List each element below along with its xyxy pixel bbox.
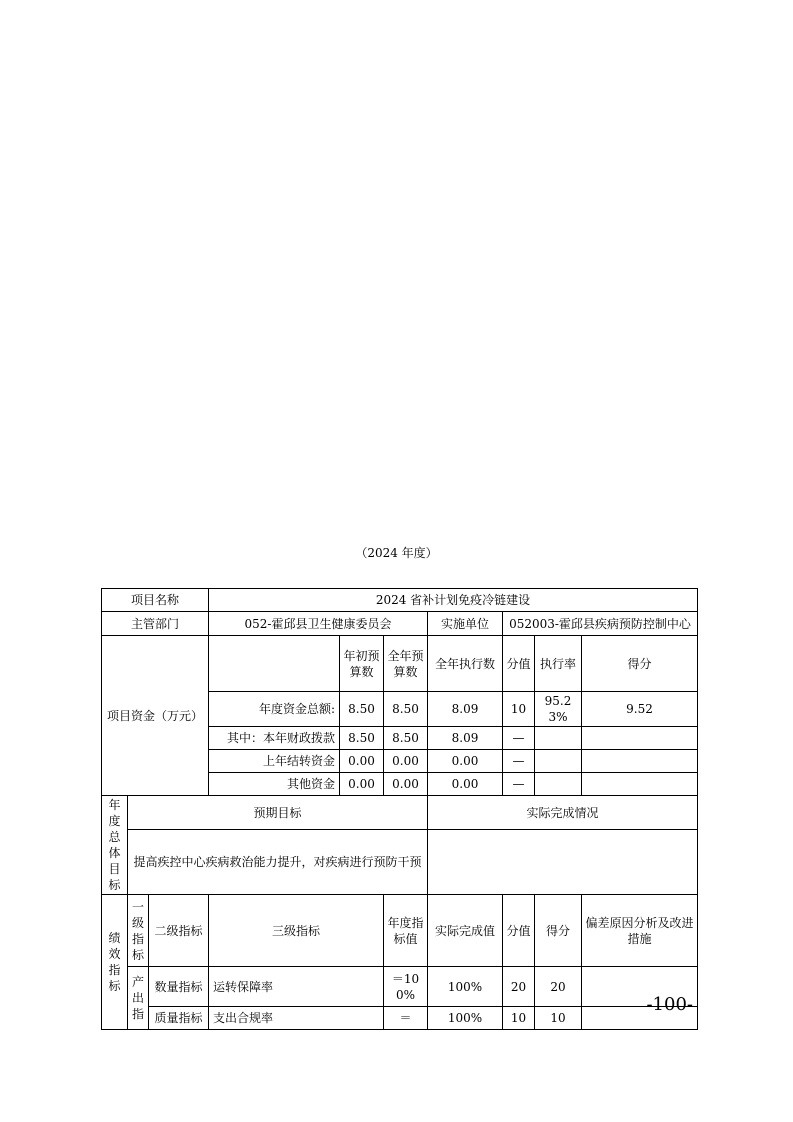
expected-goal-text: 提高疾控中心疾病救治能力提升，对疾病进行预防干预 bbox=[128, 830, 428, 895]
indicator-header-target: 年度指标值 bbox=[384, 895, 428, 967]
indicator-level2: 数量指标 bbox=[149, 967, 209, 1007]
funds-row-initial: 0.00 bbox=[340, 773, 384, 796]
dept-label: 主管部门 bbox=[102, 612, 209, 636]
funds-row-executed: 0.00 bbox=[428, 750, 503, 773]
funds-row-name: 其他资金 bbox=[209, 773, 340, 796]
funds-row-score bbox=[582, 750, 698, 773]
indicator-score-value: 20 bbox=[503, 967, 535, 1007]
indicators-label: 绩效指标 bbox=[102, 895, 128, 1030]
funds-row-score-value: — bbox=[503, 773, 535, 796]
indicator-target: ＝100% bbox=[384, 967, 428, 1007]
indicator-score: 10 bbox=[535, 1007, 582, 1030]
funds-row-executed: 8.09 bbox=[428, 727, 503, 750]
funds-row-initial: 8.50 bbox=[340, 692, 384, 727]
indicator-level2: 质量指标 bbox=[149, 1007, 209, 1030]
indicator-score: 20 bbox=[535, 967, 582, 1007]
funds-header-score-value: 分值 bbox=[503, 636, 535, 692]
funds-header-blank bbox=[209, 636, 340, 692]
funds-row-initial: 0.00 bbox=[340, 750, 384, 773]
funds-row-name: 上年结转资金 bbox=[209, 750, 340, 773]
indicator-level1-output: 产出指 bbox=[128, 967, 149, 1030]
funds-row-initial: 8.50 bbox=[340, 727, 384, 750]
funds-row-executed: 8.09 bbox=[428, 692, 503, 727]
funds-row-name: 年度资金总额: bbox=[209, 692, 340, 727]
indicator-header-level3: 三级指标 bbox=[209, 895, 384, 967]
funds-row-score-value: — bbox=[503, 727, 535, 750]
indicator-level3: 支出合规率 bbox=[209, 1007, 384, 1030]
funds-row-annual: 0.00 bbox=[384, 750, 428, 773]
indicator-header-level2: 二级指标 bbox=[149, 895, 209, 967]
funds-row-annual: 8.50 bbox=[384, 692, 428, 727]
indicator-header-level1: 一级指标 bbox=[128, 895, 149, 967]
funds-row-rate bbox=[535, 727, 582, 750]
funds-header-score: 得分 bbox=[582, 636, 698, 692]
indicator-actual: 100% bbox=[428, 1007, 503, 1030]
funds-row-name: 其中：本年财政拨款 bbox=[209, 727, 340, 750]
funds-row-annual: 0.00 bbox=[384, 773, 428, 796]
actual-completion-text bbox=[428, 830, 698, 895]
annual-goal-label: 年度总体目标 bbox=[102, 796, 128, 895]
funds-header-annual: 全年预算数 bbox=[384, 636, 428, 692]
indicator-header-score-value: 分值 bbox=[503, 895, 535, 967]
actual-completion-header: 实际完成情况 bbox=[428, 796, 698, 830]
funds-row-score bbox=[582, 773, 698, 796]
expected-goal-header: 预期目标 bbox=[128, 796, 428, 830]
funds-row-score-value: — bbox=[503, 750, 535, 773]
page-number: -100- bbox=[646, 994, 693, 1015]
funds-row-score-value: 10 bbox=[503, 692, 535, 727]
funds-row-rate bbox=[535, 750, 582, 773]
indicator-header-score: 得分 bbox=[535, 895, 582, 967]
project-name-label: 项目名称 bbox=[102, 589, 209, 612]
funds-label: 项目资金（万元） bbox=[102, 636, 209, 796]
indicator-header-deviation: 偏差原因分析及改进措施 bbox=[582, 895, 698, 967]
performance-evaluation-table bbox=[101, 588, 698, 1030]
funds-header-executed: 全年执行数 bbox=[428, 636, 503, 692]
funds-row-rate: 95.23% bbox=[535, 692, 582, 727]
year-label: （2024 年度） bbox=[355, 546, 438, 560]
indicator-actual: 100% bbox=[428, 967, 503, 1007]
funds-row-executed: 0.00 bbox=[428, 773, 503, 796]
funds-header-initial: 年初预算数 bbox=[340, 636, 384, 692]
dept-value: 052-霍邱县卫生健康委员会 bbox=[209, 612, 428, 636]
funds-header-rate: 执行率 bbox=[535, 636, 582, 692]
unit-value: 052003-霍邱县疾病预防控制中心 bbox=[503, 612, 698, 636]
funds-row-rate bbox=[535, 773, 582, 796]
unit-label: 实施单位 bbox=[428, 612, 503, 636]
indicator-score-value: 10 bbox=[503, 1007, 535, 1030]
funds-row-score bbox=[582, 727, 698, 750]
indicator-target: ＝ bbox=[384, 1007, 428, 1030]
indicator-level3: 运转保障率 bbox=[209, 967, 384, 1007]
funds-row-annual: 8.50 bbox=[384, 727, 428, 750]
project-name-value: 2024 省补计划免疫冷链建设 bbox=[209, 589, 698, 612]
funds-row-score: 9.52 bbox=[582, 692, 698, 727]
indicator-header-actual: 实际完成值 bbox=[428, 895, 503, 967]
